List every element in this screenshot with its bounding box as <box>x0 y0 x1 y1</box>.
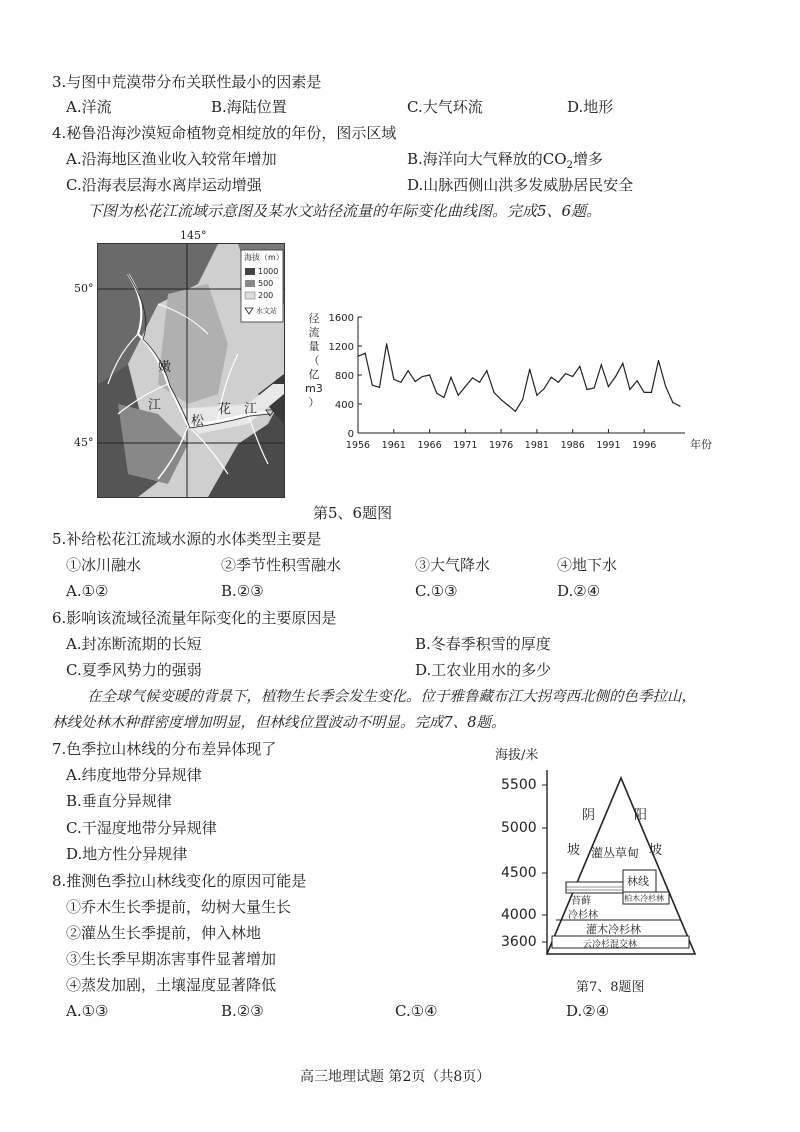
runoff-data-point <box>579 366 580 367</box>
q8-option-d: D.②④ <box>566 1002 610 1020</box>
zone-shrub-meadow: 灌丛草甸 <box>591 846 640 860</box>
runoff-data-point <box>450 377 451 378</box>
q5-option-d: D.②④ <box>557 582 601 600</box>
zone-moss-line1: 苔藓 <box>571 896 591 907</box>
runoff-data-point <box>479 382 480 383</box>
x-tick-label: 1981 <box>524 440 549 451</box>
river-label-hua: 花 <box>218 402 232 417</box>
x-tick-label: 1956 <box>345 440 371 451</box>
q5-item-3: ③大气降水 <box>415 556 491 574</box>
x-tick-label: 1976 <box>489 440 514 451</box>
runoff-data-point <box>429 374 430 375</box>
q8-option-c: C.①④ <box>395 1002 438 1020</box>
runoff-data-point <box>601 364 602 365</box>
q8-item-2: ②灌丛生长季提前，伸入林地 <box>66 924 262 942</box>
legend-title: 海拔（m） <box>244 253 284 262</box>
figure-7-8-caption: 第7、8题图 <box>576 980 645 995</box>
y-tick-label: 800 <box>334 371 354 382</box>
q7-option-b: B.垂直分异规律 <box>66 792 172 810</box>
q8-item-4: ④蒸发加剧，土壤湿度显著降低 <box>66 976 277 994</box>
zone-mixed-forest: 云冷杉混交林 <box>583 940 638 950</box>
legend-level-500: 500 <box>258 279 274 288</box>
runoff-data-point <box>393 379 394 380</box>
x-tick-label: 1971 <box>453 440 478 451</box>
runoff-data-point <box>608 386 609 387</box>
tick-5000: 5000 <box>501 820 537 836</box>
y-axis-label-char: 径 <box>308 312 320 325</box>
sunny-slope-char-2: 坡 <box>649 843 663 858</box>
tick-4000: 4000 <box>501 907 537 923</box>
runoff-data-point <box>357 356 358 357</box>
x-tick-label: 1961 <box>381 440 406 451</box>
zone-moss-line2: 冷杉林 <box>568 910 598 921</box>
q6-option-b: B.冬春季积雪的厚度 <box>415 635 551 653</box>
runoff-data-point <box>465 386 466 387</box>
q3-option-d: D.地形 <box>567 98 614 116</box>
q3-option-b: B.海陆位置 <box>211 98 287 116</box>
runoff-data-point <box>651 392 652 393</box>
river-label-song: 松 <box>191 414 205 429</box>
runoff-data-point <box>458 395 459 396</box>
runoff-data-point <box>644 392 645 393</box>
q3-stem: 3.与图中荒漠带分布关联性最小的因素是 <box>52 73 322 91</box>
river-label-jiang-1: 江 <box>148 398 162 413</box>
runoff-data-point <box>493 392 494 393</box>
figure-5-6-caption: 第5、6题图 <box>313 504 393 522</box>
y-axis-label-char: m3 <box>305 382 323 395</box>
x-tick-label: 1986 <box>560 440 585 451</box>
page-footer: 高三地理试题 第2页（共8页） <box>300 1069 491 1085</box>
x-axis-label: 年份 <box>690 438 712 451</box>
runoff-data-point <box>622 363 623 364</box>
q8-stem: 8.推测色季拉山林线变化的原因可能是 <box>52 872 307 890</box>
tick-3600: 3600 <box>501 934 537 950</box>
y-axis-label-char: ） <box>308 396 320 409</box>
x-tick-label: 1966 <box>417 440 442 451</box>
runoff-data-point <box>536 395 537 396</box>
q8-item-1: ①乔木生长季提前，幼树大量生长 <box>66 898 292 916</box>
q7-option-d: D.地方性分异规律 <box>66 845 188 863</box>
q8-option-b: B.②③ <box>221 1002 264 1020</box>
q5-option-c: C.①③ <box>415 582 458 600</box>
runoff-chart <box>300 300 712 469</box>
x-tick-label: 1991 <box>596 440 621 451</box>
sunny-slope-char-1: 阳 <box>634 808 648 823</box>
runoff-data-point <box>629 389 630 390</box>
runoff-data-point <box>636 380 637 381</box>
y-tick-label: 1600 <box>328 313 354 324</box>
y-tick-label: 400 <box>334 400 354 411</box>
runoff-data-point <box>372 385 373 386</box>
runoff-data-point <box>501 399 502 400</box>
q3-option-c: C.大气环流 <box>407 98 483 116</box>
runoff-data-point <box>565 373 566 374</box>
q4-option-a: A.沿海地区渔业收入较常年增加 <box>66 150 277 168</box>
q4-stem: 4.秘鲁沿海沙漠短命植物竞相绽放的年份，图示区域 <box>52 124 397 142</box>
runoff-data-point <box>472 377 473 378</box>
tick-4500: 4500 <box>501 865 537 881</box>
altitude-axis-label: 海拔/米 <box>495 748 539 763</box>
q5-stem: 5.补给松花江流域水源的水体类型主要是 <box>52 530 322 548</box>
shady-slope-char-1: 阴 <box>582 808 596 823</box>
legend-station: 水文站 <box>256 307 277 315</box>
q6-option-d: D.工农业用水的多少 <box>415 661 552 679</box>
map-lat-45: 45° <box>74 436 94 449</box>
x-tick-label: 1996 <box>632 440 657 451</box>
map-drawing <box>98 244 284 497</box>
runoff-data-point <box>529 369 530 370</box>
runoff-series-line <box>358 344 680 412</box>
q8-item-3: ③生长季早期冻害事件显著增加 <box>66 950 277 968</box>
runoff-data-point <box>379 387 380 388</box>
y-axis-label-char: （ <box>308 354 320 367</box>
runoff-data-point <box>486 370 487 371</box>
runoff-data-point <box>508 405 509 406</box>
intro-7-8-line1: 在全球气候变暖的背景下，植物生长季会发生变化。位于雅鲁藏布江大拐弯西北侧的色季拉山， <box>87 689 696 705</box>
runoff-data-point <box>436 393 437 394</box>
q7-option-a: A.纬度地带分异规律 <box>66 766 202 784</box>
runoff-data-point <box>615 376 616 377</box>
runoff-data-point <box>365 353 366 354</box>
runoff-data-point <box>594 387 595 388</box>
zone-shrub-fir: 灌木冷杉林 <box>586 923 641 936</box>
q7-stem: 7.色季拉山林线的分布差异体现了 <box>52 740 277 758</box>
q5-option-b: B.②③ <box>221 582 264 600</box>
runoff-data-point <box>672 402 673 403</box>
legend-level-1000: 1000 <box>258 267 279 276</box>
q6-option-c: C.夏季风势力的强弱 <box>66 661 202 679</box>
runoff-data-point <box>551 377 552 378</box>
runoff-data-point <box>543 388 544 389</box>
map-longitude: 145° <box>180 229 207 242</box>
runoff-data-point <box>400 382 401 383</box>
runoff-data-point <box>443 397 444 398</box>
q4-option-d: D.山脉西侧山洪多发威胁居民安全 <box>407 176 634 194</box>
runoff-data-point <box>422 376 423 377</box>
y-axis-label-char: 亿 <box>308 368 320 381</box>
runoff-data-point <box>407 370 408 371</box>
q5-item-2: ②季节性积雪融水 <box>221 556 342 574</box>
shady-slope-char-2: 坡 <box>567 843 581 858</box>
y-tick-label: 0 <box>347 429 354 440</box>
runoff-data-point <box>522 399 523 400</box>
q7-option-c: C.干湿度地带分异规律 <box>66 819 217 837</box>
q4-option-b: B.海洋向大气释放的$CO_2$增多 <box>407 150 603 171</box>
y-axis-label-char: 流 <box>308 326 320 339</box>
runoff-data-point <box>415 381 416 382</box>
mountain-zonation-diagram <box>490 740 710 965</box>
runoff-data-point <box>558 382 559 383</box>
intro-7-8-line2: 林线处林木种群密度增加明显，但林线位置波动不明显。完成7、8题。 <box>52 715 506 731</box>
map-lat-50: 50° <box>74 282 94 295</box>
river-label-jiang-2: 江 <box>244 402 258 417</box>
y-axis-label-char: 量 <box>308 340 320 353</box>
q8-option-a: A.①③ <box>66 1002 109 1020</box>
y-tick-label: 1200 <box>328 342 354 353</box>
songhua-basin-map <box>97 243 285 498</box>
runoff-data-point <box>515 411 516 412</box>
q5-option-a: A.①② <box>66 582 109 600</box>
zone-juniper-fir: 柏木冷杉林 <box>624 894 664 903</box>
river-label-nen: 嫩 <box>158 360 172 375</box>
runoff-data-point <box>679 406 680 407</box>
q6-option-a: A.封冻断流期的长短 <box>66 635 202 653</box>
runoff-chart-svg <box>300 300 712 465</box>
runoff-data-point <box>665 386 666 387</box>
runoff-data-point <box>386 343 387 344</box>
intro-5-6: 下图为松花江流域示意图及某水文站径流量的年际变化曲线图。完成5、6题。 <box>87 202 602 220</box>
q4-option-c: C.沿海表层海水离岸运动增强 <box>66 176 262 194</box>
runoff-data-point <box>586 389 587 390</box>
runoff-data-point <box>572 376 573 377</box>
runoff-data-point <box>658 360 659 361</box>
legend-level-200: 200 <box>258 291 274 300</box>
tick-5500: 5500 <box>501 777 537 793</box>
q5-item-1: ①冰川融水 <box>66 556 142 574</box>
q5-item-4: ④地下水 <box>557 556 618 574</box>
q6-stem: 6.影响该流域径流量年际变化的主要原因是 <box>52 609 337 627</box>
treeline-label: 林线 <box>627 875 649 888</box>
q3-option-a: A.洋流 <box>66 98 112 116</box>
